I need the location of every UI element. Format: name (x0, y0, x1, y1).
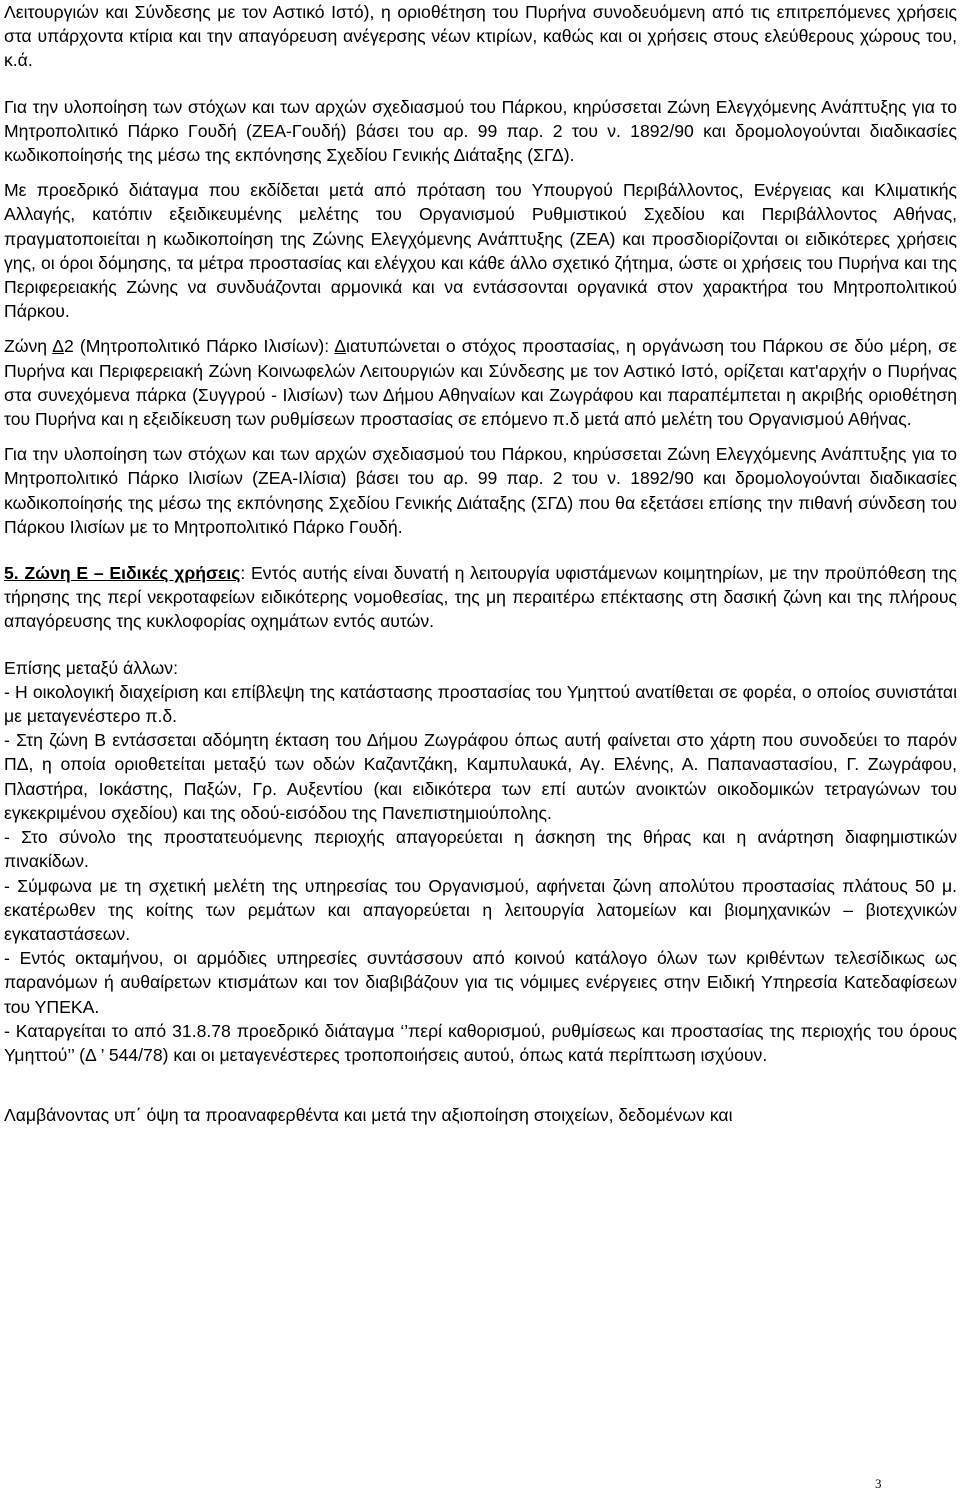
zone-e-text: : Εντός αυτής είναι δυνατή η λειτουργία υφιστάμενων κοιμητηρίων, με την προϋπόθεση της τήρησης της περί νεκροταφείων ειδικότερης νομοθεσίας, της μη περαιτέρω επέκτασης στη δασική ζώνη και της πλήρους απαγόρευσης της κυκλοφορίας οχημάτων εντός αυτών. (4, 563, 957, 632)
paragraph-zone-e-special-uses (4, 561, 957, 634)
zone-d2-delta: Δ (52, 336, 64, 357)
paragraph-zone-d2-ilisia (4, 334, 957, 431)
paragraph-ilisia-zea: Για την υλοποίηση των στόχων και των αρχών σχεδιασμού του Πάρκου, κηρύσσεται Ζώνη Ελεγχόμενης Ανάπτυξης για το Μητροπολιτικό Πάρκο Ιλισίων (ΖΕΑ-Ιλίσια) βάσει του αρ. 99 παρ. 2 του ν. 1892/90 και δρομολογούνται διαδικασίες κωδικοποίησής της μέσω της εκπόνησης Σχεδίου Γενικής Διάταξης (ΣΓΔ) που θα εξετάσει επίσης την πιθανή σύνδεση του Πάρκου Ιλισίων με το Μητροπολιτικό Πάρκο Γουδή. (4, 444, 957, 537)
zone-e-heading: 5. Ζώνη Ε – Ειδικές χρήσεις (4, 563, 241, 584)
zone-d2-prefix: Ζώνη (4, 336, 53, 357)
list-item-zone-b-zografou: - Στη ζώνη Β εντάσσεται αδόμητη έκταση του Δήμου Ζωγράφου όπως αυτή φαίνεται στο χάρτη που συνοδεύει το παρόν ΠΔ, η οποία οριοθετείται μεταξύ των οδών Καζαντζάκη, Καμπυλαυκά, Αγ. Ελένης, Α. Παπαναστασίου, Γ. Ζωγράφου, Πλαστήρα, Ιοκάστης, Παξών, Γρ. Αυξεντίου (και ειδικότερα των επί αυτών ανοικτών οικοδομικών τετραγώνων του εγκεκριμένου σχεδίου) και της οδού-εισόδου της Πανεπιστημιούπολης. (4, 730, 957, 823)
paragraph-park-core-continuation: Λειτουργιών και Σύνδεσης με τον Αστικό Ιστό), η οριοθέτηση του Πυρήνα συνοδευόμενη από τις επιτρεπόμενες χρήσεις στα υπάρχοντα κτίρια και την απαγόρευση ανέγερσης νέων κτιρίων, καθώς και οι χρήσεις στους ελεύθερους χώρους του, κ.ά. (4, 2, 957, 71)
list-item-ecological-management: - Η οικολογική διαχείριση και επίβλεψη της κατάστασης προστασίας του Υμηττού ανατίθεται σε φορέα, ο οποίος συνιστάται με μεταγενέστερο π.δ. (4, 681, 957, 727)
list-item-hunting-ban: - Στο σύνολο της προστατευόμενης περιοχής απαγορεύεται η άσκηση της θήρας και η ανάρτηση διαφημιστικών πινακίδων. (4, 827, 957, 872)
document-body (4, 0, 957, 1127)
zone-d2-title: 2 (Μητροπολιτικό Πάρκο Ιλισίων): (64, 336, 335, 357)
zone-d2-initial: Δ (334, 336, 347, 357)
list-item-stream-protection: - Σύμφωνα με τη σχετική μελέτη της υπηρεσίας του Οργανισμού, αφήνεται ζώνη απολύτου προστασίας πλάτους 50 μ. εκατέρωθεν της κοίτης των ρεμάτων και απαγορεύεται η λειτουργία λατομείων και βιομηχανικών – βιοτεχνικών εγκαταστάσεων. (4, 875, 957, 944)
paragraph-goudi-zea: Για την υλοποίηση των στόχων και των αρχών σχεδιασμού του Πάρκου, κηρύσσεται Ζώνη Ελεγχόμενης Ανάπτυξης για το Μητροπολιτικό Πάρκο Γουδή (ΖΕΑ-Γουδή) βάσει του αρ. 99 παρ. 2 του ν. 1892/90 και δρομολογούνται διαδικασίες κωδικοποίησής της μέσω της εκπόνησης Σχεδίου Γενικής Διάταξης (ΣΓΔ). (4, 96, 957, 166)
paragraph-considering: Λαμβάνοντας υπ΄ όψη τα προαναφερθέντα και μετά την αξιοποίηση στοιχείων, δεδομένων και (4, 1105, 733, 1126)
paragraph-presidential-decree: Με προεδρικό διάταγμα που εκδίδεται μετά από πρόταση του Υπουργού Περιβάλλοντος, Ενέργειας και Κλιματικής Αλλαγής, κατόπιν εξειδικευμένης μελέτης του Οργανισμού Ρυθμιστικού Σχεδίου και Περιβάλλοντος Αθήνας, πραγματοποιείται η κωδικοποίηση της Ζώνης Ελεγχόμενης Ανάπτυξης (ΖΕΑ) και προσδιορίζονται οι ειδικότερες χρήσεις γης, οι όροι δόμησης, τα μέτρα προστασίας και ελέγχου και κάθε άλλο σχετικό ζήτημα, ώστε οι χρήσεις του Πυρήνα και της Περιφερειακής Ζώνης να συνδυάζονται αρμονικά και να εντάσσονται οργανικά στον χαρακτήρα του Μητροπολιτικού Πάρκου. (4, 180, 957, 322)
list-item-illegal-buildings: - Εντός οκταμήνου, οι αρμόδιες υπηρεσίες συντάσσουν από κοινού κατάλογο όλων των κριθέντων τελεσίδικως ως παρανόμων ή αυθαίρετων κτισμάτων και τον διαβιβάζουν για τις νόμιμες ενέργειες στην Ειδική Υπηρεσία Κατεδαφίσεων του ΥΠΕΚΑ. (4, 948, 957, 1017)
paragraph-also-among-others: Επίσης μεταξύ άλλων: (4, 657, 178, 678)
page-number: 3 (875, 1476, 882, 1491)
zone-d2-text: ιατυπώνεται ο στόχος προστασίας, η οργάνωση του Πάρκου σε δύο μέρη, σε Πυρήνα και Περιφερειακή Ζώνη Κοινωφελών Λειτουργιών και Σύνδεσης με τον Αστικό Ιστό, ορίζεται κατ'αρχήν ο Πυρήνας στα συνεχόμενα πάρκα (Συγγρού - Ιλισίων) των Δήμου Αθηναίων και Ζωγράφου και παραπέμπεται η ακριβής οριοθέτηση του Πυρήνα και η εξειδίκευση των ρυθμίσεων προστασίας σε επόμενο π.δ μετά από μελέτη του Οργανισμού Αθήνας. (4, 336, 958, 430)
list-item-decree-repeal: - Καταργείται το από 31.8.78 προεδρικό διάταγμα ‘’περί καθορισμού, ρυθμίσεως και προστασίας της περιοχής του όρους Υμηττού’’ (Δ ’ 544/78) και οι μεταγενέστερες τροποποιήσεις αυτού, όπως κατά περίπτωση ισχύουν. (4, 1020, 957, 1065)
